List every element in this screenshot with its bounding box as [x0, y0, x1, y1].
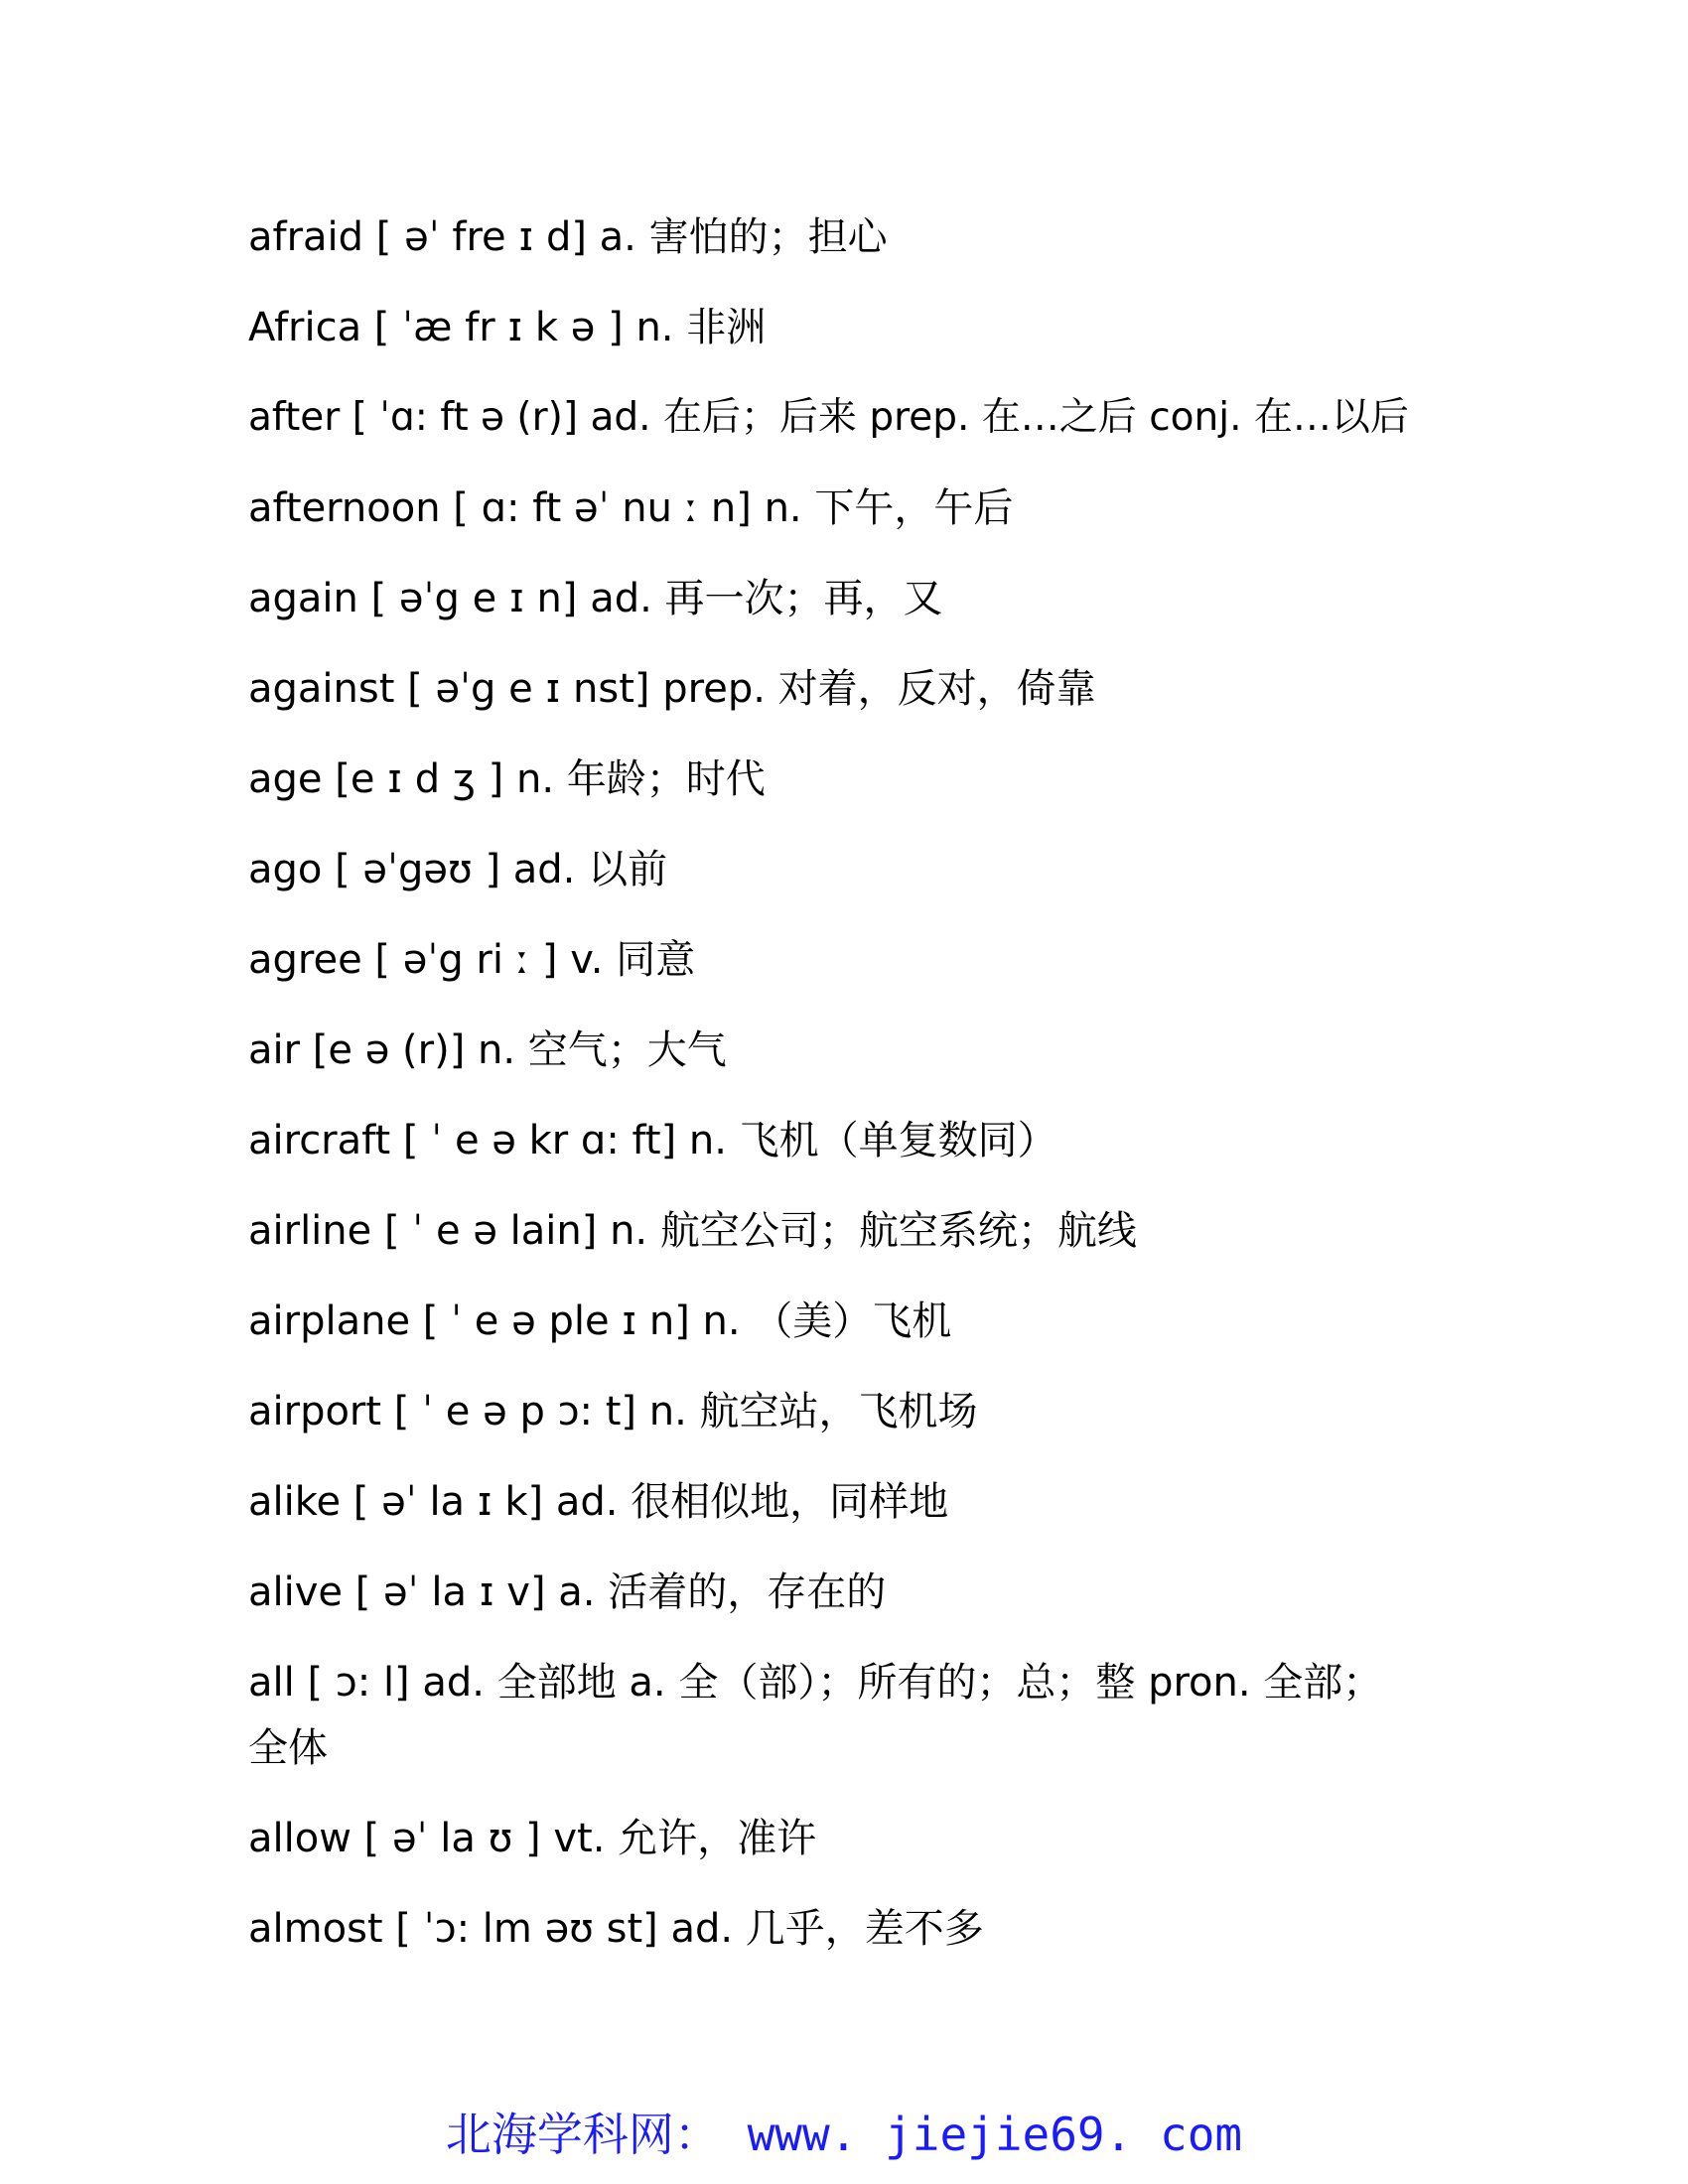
vocabulary-list [248, 205, 1420, 1986]
vocab-entry-airplane: airplane [ ˈ e ə ple ɪ n] n. （美）飞机 [248, 1298, 952, 1344]
vocab-entry-aircraft: aircraft [ ˈ e ə kr ɑ: ft] n. 飞机（单复数同） [248, 1118, 1057, 1163]
vocab-entry-against: against [ əˈg e ɪ nst] prep. 对着，反对，倚靠 [248, 666, 1096, 712]
vocab-entry-airport: airport [ ˈ e ə p ɔ: t] n. 航空站，飞机场 [248, 1389, 978, 1434]
vocab-entry-alike: alike [ əˈ la ɪ k] ad. 很相似地，同样地 [248, 1479, 949, 1525]
vocab-entry-airline: airline [ ˈ e ə lain] n. 航空公司；航空系统；航线 [248, 1208, 1137, 1254]
vocab-entry-africa: Africa [ ˈæ fr ɪ k ə ] n. 非洲 [248, 305, 767, 350]
vocab-entry-afraid: afraid [ əˈ fre ɪ d] a. 害怕的；担心 [248, 214, 888, 260]
vocab-entry-almost: almost [ ˈɔ: lm əʊ st] ad. 几乎，差不多 [248, 1906, 984, 1952]
vocab-entry-air: air [e ə (r)] n. 空气；大气 [248, 1027, 727, 1073]
vocab-entry-again: again [ əˈg e ɪ n] ad. 再一次；再，又 [248, 576, 943, 621]
vocab-entry-age: age [e ɪ d ʒ ] n. 年龄；时代 [248, 756, 766, 802]
vocab-entry-alive: alive [ əˈ la ɪ v] a. 活着的，存在的 [248, 1570, 887, 1615]
vocab-entry-after: after [ ˈɑ: ft ə (r)] ad. 在后；后来 prep. 在…之后 conj. 在…以后 [248, 395, 1409, 440]
vocab-entry-afternoon: afternoon [ ɑ: ft əˈ nu ː n] n. 下午，午后 [248, 485, 1014, 531]
vocab-entry-ago: ago [ əˈgəʊ ] ad. 以前 [248, 847, 668, 892]
footer-website-link[interactable]: 北海学科网： www. jiejie69. com [445, 2108, 1243, 2161]
vocab-entry-agree: agree [ əˈg ri ː ] v. 同意 [248, 937, 696, 983]
vocab-entry-all: all [ ɔ: l] ad. 全部地 a. 全（部）；所有的；总；整 pron. 全部；全体 [248, 1660, 1383, 1771]
vocab-entry-allow: allow [ əˈ la ʊ ] vt. 允许，准许 [248, 1816, 817, 1861]
